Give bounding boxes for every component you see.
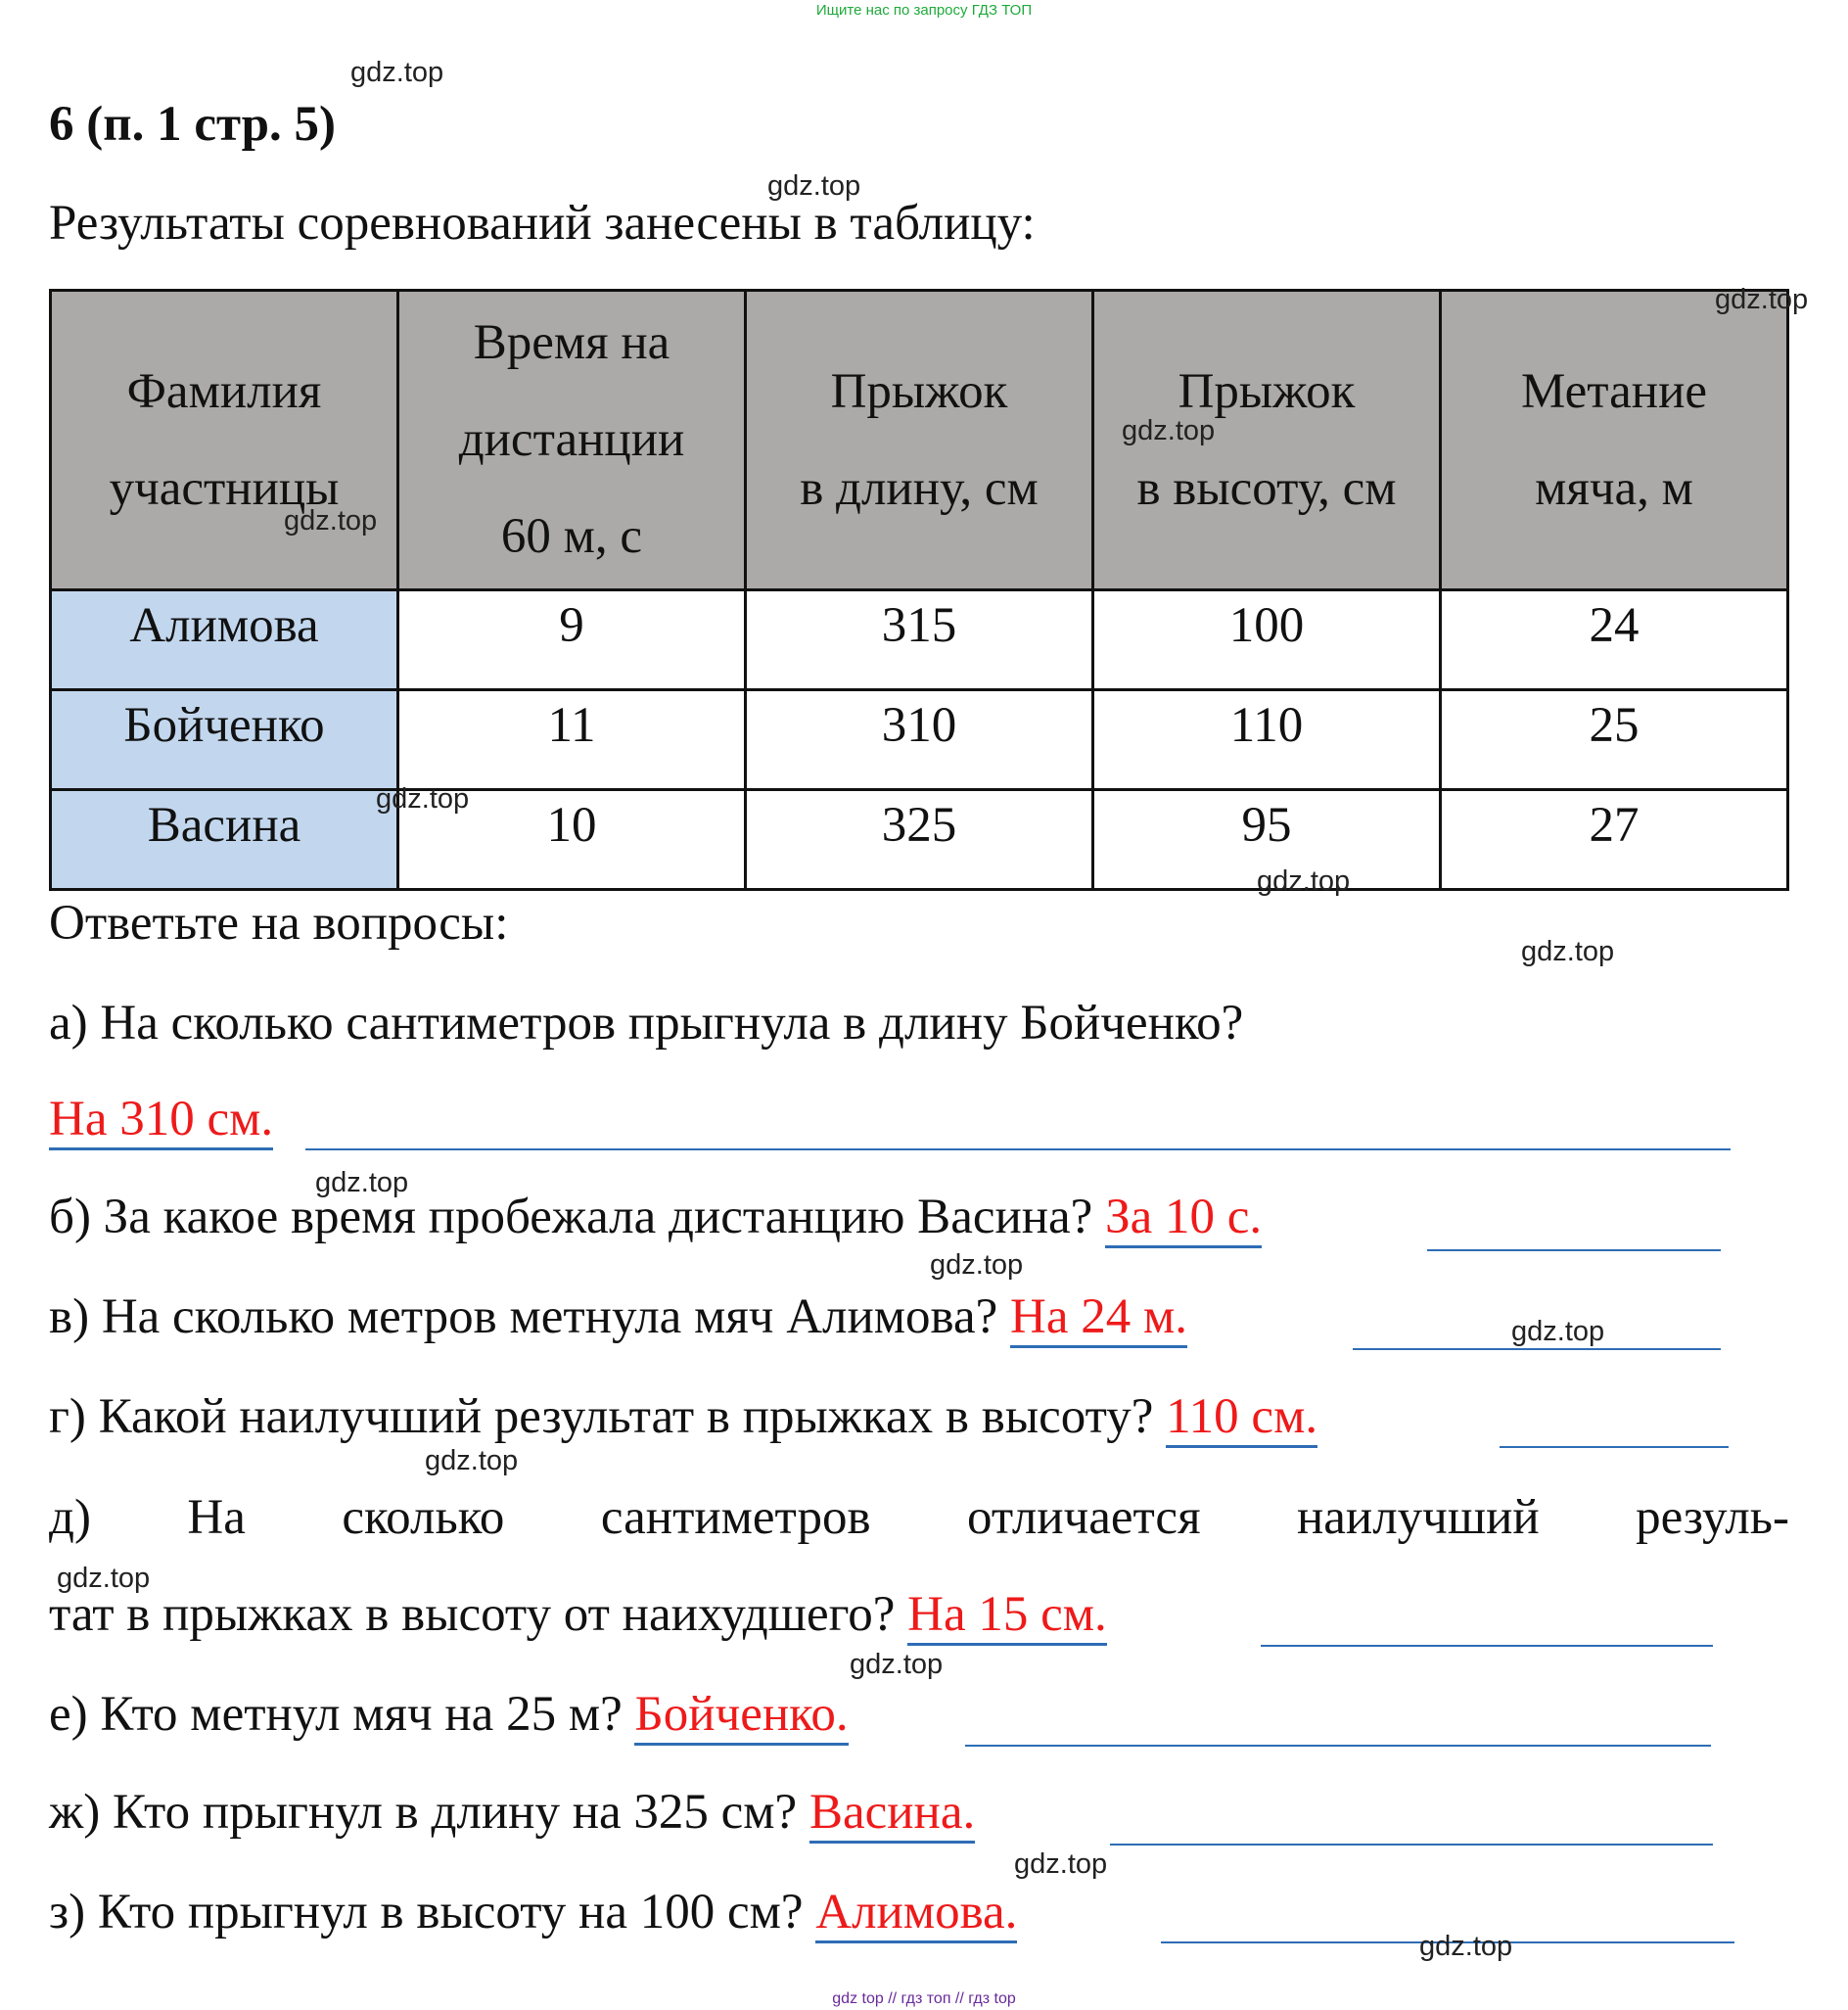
- watermark: gdz.top: [350, 57, 444, 88]
- answer-line: [305, 1148, 1731, 1150]
- watermark: gdz.top: [1521, 936, 1615, 967]
- watermark: gdz.top: [1122, 415, 1216, 446]
- table-cell: 95: [1093, 790, 1441, 890]
- question-zh: ж) Кто прыгнул в длину на 325 см?: [49, 1785, 798, 1840]
- watermark: gdz.top: [1715, 284, 1809, 315]
- question-d: тат в прыжках в высоту от наихудшего?: [49, 1587, 896, 1642]
- question-a: а) На сколько сантиметров прыгнула в длину Бойченко?: [49, 996, 1244, 1051]
- table-cell-name: Васина: [51, 790, 398, 890]
- search-banner: Ищите нас по запросу ГДЗ ТОП: [815, 2, 1033, 19]
- answer-a: На 310 см.: [49, 1092, 273, 1150]
- answer-line: [1427, 1249, 1721, 1251]
- watermark: gdz.top: [425, 1445, 519, 1476]
- answer-z: Алимова.: [815, 1885, 1017, 1943]
- question-e: е) Кто метнул мяч на 25 м?: [49, 1687, 623, 1742]
- table-cell: 9: [398, 590, 746, 690]
- answer-line: [965, 1745, 1711, 1747]
- question-v-line: [49, 1288, 1187, 1345]
- question-b: б) За какое время пробежала дистанцию Васина?: [49, 1190, 1093, 1244]
- answer-line: [1261, 1645, 1713, 1647]
- watermark: gdz.top: [57, 1563, 151, 1594]
- header-high-jump: Прыжок в высоту, см: [1093, 291, 1441, 590]
- watermark: gdz.top: [1014, 1848, 1108, 1880]
- watermark: gdz.top: [315, 1167, 409, 1198]
- header-surname: Фамилия участницы: [51, 291, 398, 590]
- header-long-jump: Прыжок в длину, см: [746, 291, 1093, 590]
- answer-d: На 15 см.: [907, 1587, 1107, 1646]
- question-g-line: [49, 1388, 1317, 1445]
- answer-g: 110 см.: [1166, 1389, 1317, 1448]
- question-zh-line: [49, 1784, 975, 1841]
- table-cell: 10: [398, 790, 746, 890]
- question-e-line: [49, 1686, 849, 1743]
- table-cell: 27: [1441, 790, 1788, 890]
- table-cell: 110: [1093, 690, 1441, 790]
- answer-b: За 10 с.: [1105, 1190, 1262, 1248]
- table-cell: 24: [1441, 590, 1788, 690]
- header-time: Время на дистанции 60 м, с: [398, 291, 746, 590]
- intro-text: Результаты соревнований занесены в таблицу:: [49, 196, 1036, 251]
- question-z: з) Кто прыгнул в высоту на 100 см?: [49, 1885, 804, 1940]
- table-cell: 325: [746, 790, 1093, 890]
- watermark: gdz.top: [767, 170, 861, 202]
- question-d-line1: д) На сколько сантиметров отличается наилучший резуль-: [49, 1490, 1789, 1545]
- answer-e: Бойченко.: [634, 1687, 848, 1746]
- table-cell: 11: [398, 690, 746, 790]
- table-cell: 100: [1093, 590, 1441, 690]
- table-header-row: [51, 291, 1788, 590]
- questions-prompt: Ответьте на вопросы:: [49, 896, 509, 951]
- watermark: gdz.top: [284, 505, 378, 537]
- table-row: [51, 690, 1788, 790]
- answer-v: На 24 м.: [1010, 1289, 1187, 1348]
- page-title: 6 (п. 1 стр. 5): [49, 97, 337, 152]
- question-g: г) Какой наилучший результат в прыжках в высоту?: [49, 1389, 1154, 1444]
- watermark: gdz.top: [850, 1649, 944, 1680]
- table-row: [51, 790, 1788, 890]
- results-table: [49, 289, 1789, 891]
- question-b-line: [49, 1189, 1262, 1245]
- footer-links: gdz top // гдз топ // гдз top: [832, 1990, 1016, 2007]
- answer-line: [1110, 1844, 1713, 1846]
- table-cell: 315: [746, 590, 1093, 690]
- table-cell: 310: [746, 690, 1093, 790]
- question-d-line2: [49, 1586, 1107, 1643]
- question-v: в) На сколько метров метнула мяч Алимова?: [49, 1289, 998, 1344]
- answer-line: [1353, 1348, 1721, 1350]
- table-cell: 25: [1441, 690, 1788, 790]
- answer-line: [1500, 1446, 1729, 1448]
- watermark: gdz.top: [930, 1249, 1024, 1281]
- header-ball-throw: Метание мяча, м: [1441, 291, 1788, 590]
- answer-a-line: [49, 1091, 273, 1147]
- watermark: gdz.top: [1511, 1316, 1605, 1347]
- watermark: gdz.top: [376, 783, 470, 815]
- table-cell-name: Алимова: [51, 590, 398, 690]
- table-row: [51, 590, 1788, 690]
- table-cell-name: Бойченко: [51, 690, 398, 790]
- question-z-line: [49, 1884, 1017, 1940]
- watermark: gdz.top: [1419, 1931, 1513, 1962]
- watermark: gdz.top: [1257, 865, 1351, 897]
- answer-zh: Васина.: [809, 1785, 975, 1844]
